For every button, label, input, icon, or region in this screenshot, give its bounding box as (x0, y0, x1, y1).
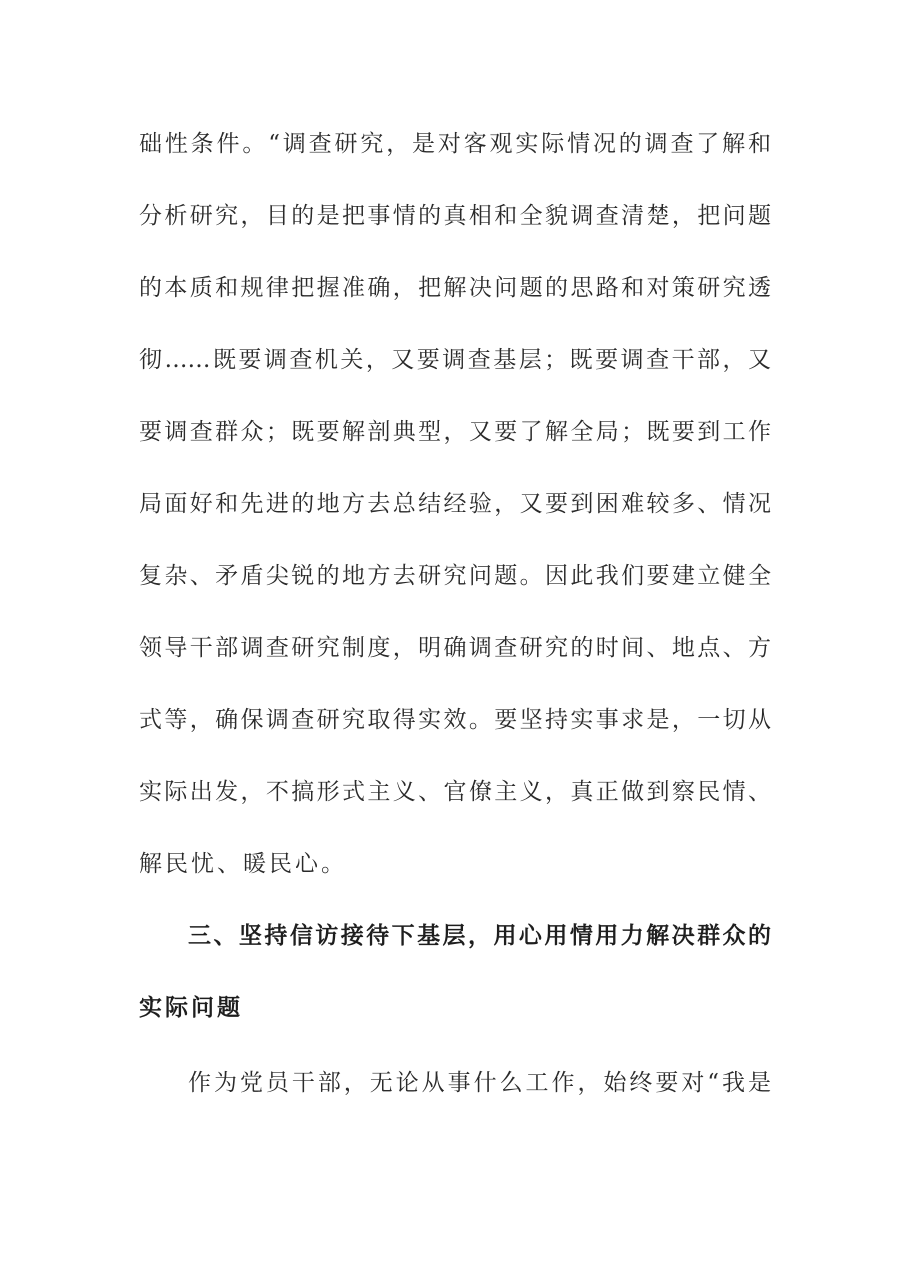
section-heading: 三、坚持信访接待下基层，用心用情用力解决群众的 (188, 923, 771, 949)
paragraph-line: 复杂、矛盾尖锐的地方去研究问题。因此我们要建立健全 (139, 563, 771, 589)
paragraph-line: 式等，确保调查研究取得实效。要坚持实事求是，一切从 (139, 707, 771, 733)
paragraph-line: 作为党员干部，无论从事什么工作，始终要对“我是 (188, 1070, 771, 1096)
paragraph-line: 彻……既要调查机关，又要调查基层；既要调查干部，又 (139, 347, 771, 373)
paragraph-line: 的本质和规律把握准确，把解决问题的思路和对策研究透 (139, 275, 771, 301)
paragraph-line: 分析研究，目的是把事情的真相和全貌调查清楚，把问题 (139, 203, 771, 229)
paragraph-line: 解民忧、暖民心。 (139, 851, 347, 877)
paragraph-line: 领导干部调查研究制度，明确调查研究的时间、地点、方 (139, 635, 771, 661)
paragraph-line: 局面好和先进的地方去总结经验，又要到困难较多、情况 (139, 491, 771, 517)
section-heading-continuation: 实际问题 (139, 995, 243, 1021)
paragraph-line: 础性条件。“调查研究，是对客观实际情况的调查了解和 (139, 131, 771, 157)
paragraph-line: 要调查群众；既要解剖典型，又要了解全局；既要到工作 (139, 419, 771, 445)
paragraph-line: 实际出发，不搞形式主义、官僚主义，真正做到察民情、 (139, 779, 771, 805)
